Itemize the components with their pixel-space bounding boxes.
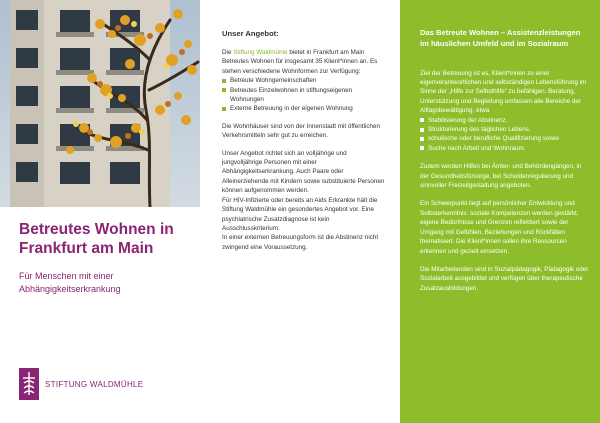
assistance-heading: Das Betreute Wohnen – Assistenzleistungen im häuslichen Umfeld und im Sozialraum <box>420 28 581 48</box>
foundation-name: STIFTUNG WALDMÜHLE <box>45 379 144 389</box>
offer-intro-after: bietet in Frankfurt am Main Betreutes Wohnen für insgesamt 35 Klient*innen an. Es stehen verschiedene Wohnformen zur Verfügung: <box>222 49 378 75</box>
cover-subtitle: Für Menschen mit einer Abhängigkeitserkrankung <box>19 271 121 294</box>
assistance-area-item: Strukturierung des täglichen Lebens, <box>420 125 590 134</box>
offer-panel <box>200 0 400 423</box>
offer-hiv: Für HIV-Infizierte oder bereits an Aids Erkrankte hält die Stiftung Waldmühle ein gesondertes Angebot vor. Eine psychiatrische Zusatzdiagnose ist kein Ausschlusskriterium. <box>222 196 378 232</box>
building-with-autumn-tree-photo <box>0 0 200 207</box>
assistance-area-item: Stabilisierung der Abstinenz, <box>420 116 590 125</box>
assistance-panel <box>400 0 600 423</box>
offer-intro-before: Die <box>222 49 234 56</box>
offer-target-group: Unser Angebot richtet sich an volljährige und jungvolljährige Personen mit einer Abhängigkeitserkrankung. Auch Paare oder Alleinerziehende mit Kindern sowie substituierte Personen können aufgenommen werden. <box>222 149 385 195</box>
housing-forms-list <box>222 76 386 114</box>
assistance-staff: Die Mitarbeitenden sind in Sozialpädagogik, Pädagogik oder Sozialarbeit ausgebildet und verfügen über therapeutische Zusatzausbildungen. <box>420 265 589 292</box>
photo-illustration <box>0 0 200 207</box>
assistance-focus: Ein Schwerpunkt liegt auf persönlicher Entwicklung und Selbsterkenntnis: soziale Kompetenzen werden gestärkt, eigene Bedürfnisse und Grenzen reflektiert sowie der Umgang mit Gefühlen, Beziehungen und Rückfällen thematisiert. Die Klient*innen sollen ihre Ressourcen erkennen und gezielt einsetzen. <box>420 200 579 255</box>
offer-intro-brand: Stiftung Waldmühle <box>233 49 288 56</box>
assistance-area-item: Suche nach Arbeit und Wohnraum. <box>420 144 590 153</box>
foundation-logo <box>19 368 143 400</box>
waldmuehle-logo-icon <box>19 368 39 400</box>
assistance-goal: Ziel der Betreuung ist es, Klient*innen zu einer eigenverantwortlichen und selbständigen Lebensführung im Sinne der „Hilfe zur Selbsthilfe“ zu befähigen. Beratung, Unterstützung und Begleitung umfassen alle Bereiche der Alltagsbewältigung, etwa <box>420 69 587 115</box>
offer-heading: Unser Angebot: <box>222 29 279 38</box>
cover-title: Betreutes Wohnen in Frankfurt am Main <box>19 221 174 257</box>
housing-form-item: Betreute Wohngemeinschaften <box>222 76 386 85</box>
housing-form-item: Betreutes Einzelwohnen in stiftungseigenen Wohnungen <box>222 86 386 105</box>
housing-form-item: Externe Betreuung in der eigenen Wohnung <box>222 104 386 113</box>
assistance-help: Zudem werden Hilfen bei Ämter- und Behördengängen, in der Gesundheitsfürsorge, bei Schuldenregulierung und sinnvoller Freizeitgestaltung angeboten. <box>420 163 582 190</box>
offer-abstinence: In einer externen Betreuungsform ist die Abstinenz nicht zwingend eine Voraussetzung. <box>222 234 379 251</box>
offer-location: Die Wohnhäuser sind von der Innenstadt mit öffentlichen Verkehrsmitteln sehr gut zu erreichen. <box>222 122 380 140</box>
offer-intro <box>222 48 386 76</box>
cover-panel <box>0 0 200 423</box>
assistance-areas-list <box>420 116 590 154</box>
assistance-area-item: schulische oder berufliche Qualifizierung sowie <box>420 134 590 143</box>
